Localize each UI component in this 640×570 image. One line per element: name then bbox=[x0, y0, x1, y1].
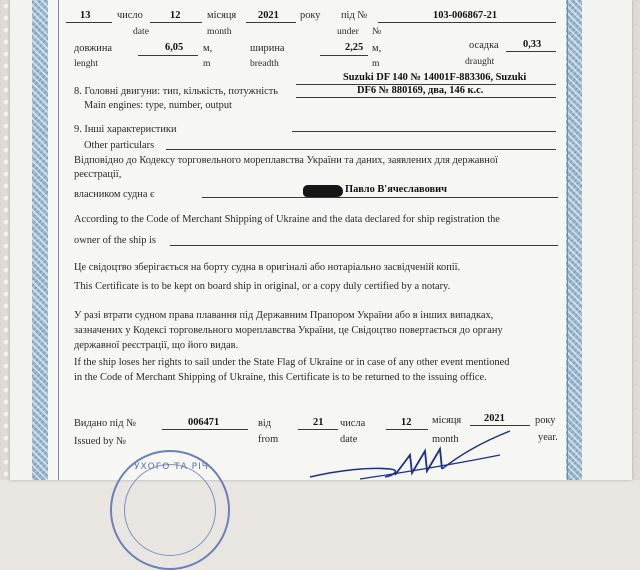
underline bbox=[138, 55, 198, 56]
keeping-en: This Certificate is to be kept on board ship in original, or a copy duly certified by a notary. bbox=[74, 281, 451, 292]
underline bbox=[170, 245, 558, 246]
issued-month-label-ua: місяця bbox=[432, 415, 462, 426]
reg-year: 2021 bbox=[258, 10, 279, 21]
engines-label-ua: 8. Головні двигуни: тип, кількість, потужність bbox=[74, 86, 279, 97]
signature-icon bbox=[300, 425, 540, 480]
keeping-ua: Це свідоцтво зберігається на борту судна в оригіналі або нотаріально засвідченій копії. bbox=[74, 262, 461, 273]
issued-day: 21 bbox=[313, 417, 324, 428]
reg-day: 13 bbox=[80, 10, 91, 21]
underline bbox=[292, 131, 556, 132]
owner-name: Павло В'ячеславович bbox=[345, 184, 447, 195]
underline bbox=[202, 197, 558, 198]
issued-from-ua: від bbox=[258, 418, 272, 429]
issued-number: 006471 bbox=[188, 417, 220, 428]
loss-ua-3: державної реєстрації, що його видав. bbox=[74, 340, 239, 351]
issued-year: 2021 bbox=[484, 413, 505, 424]
width-label-ua: ширина bbox=[250, 43, 285, 54]
issued-year-label-ua: року bbox=[535, 415, 556, 426]
length-label-ua: довжина bbox=[74, 43, 113, 54]
issued-month: 12 bbox=[401, 417, 412, 428]
redaction-mark bbox=[303, 185, 343, 197]
reg-number: 103-006867-21 bbox=[433, 10, 498, 21]
width-value: 2,25 bbox=[345, 42, 364, 53]
engines-value-line1: Suzuki DF 140 № 14001F-883306, Suzuki bbox=[343, 72, 527, 83]
width-label-en: breadth bbox=[250, 58, 279, 69]
length-unit-ua: м, bbox=[203, 43, 213, 54]
underline bbox=[246, 22, 296, 23]
underline bbox=[66, 22, 112, 23]
official-stamp bbox=[110, 450, 230, 570]
numero-sign: № bbox=[372, 26, 382, 37]
draught-label-ua: осадка bbox=[469, 40, 499, 51]
other-label-en: Other particulars bbox=[84, 140, 155, 151]
reg-month-label-en: month bbox=[207, 26, 232, 37]
loss-en-1: If the ship loses her rights to sail under the State Flag of Ukraine or in case of any other event mentioned bbox=[74, 357, 510, 368]
width-unit-ua: м, bbox=[372, 43, 382, 54]
ownership-text-en-2: owner of the ship is bbox=[74, 235, 156, 246]
underline bbox=[150, 22, 202, 23]
reg-under-label-ua: під № bbox=[341, 10, 368, 21]
reg-day-label-en: date bbox=[133, 26, 149, 37]
reg-month-label-ua: місяця bbox=[207, 10, 237, 21]
reg-year-label-ua: року bbox=[300, 10, 321, 21]
stamp-text: УХОГО ТА РІЧ bbox=[134, 462, 209, 472]
loss-ua-2: зазначених у Кодексі торговельного мореплавства України, це Свідоцтво повертається до органу bbox=[74, 325, 503, 336]
underline bbox=[320, 55, 368, 56]
loss-ua-1: У разі втрати судном права плавання під Державним Прапором України або в інших випадках, bbox=[74, 310, 494, 321]
underline bbox=[378, 22, 556, 23]
issued-day-label-ua: числа bbox=[340, 418, 366, 429]
underline bbox=[296, 97, 556, 98]
stamp-inner-ring bbox=[124, 464, 216, 556]
ownership-text-ua-1: Відповідно до Кодексу торговельного мореплавства України та даних, заявлених для державної bbox=[74, 155, 498, 166]
length-unit-en: m bbox=[203, 58, 211, 69]
issued-from-en: from bbox=[258, 434, 279, 445]
length-label-en: lenght bbox=[74, 58, 98, 69]
ownership-text-ua-2: реєстрації, bbox=[74, 169, 122, 180]
reg-month: 12 bbox=[170, 10, 181, 21]
width-unit-en: m bbox=[372, 58, 380, 69]
length-value: 6,05 bbox=[165, 42, 184, 53]
issued-label-en: Issued by № bbox=[74, 436, 127, 447]
engines-label-en: Main engines: type, number, output bbox=[84, 100, 232, 111]
underline bbox=[506, 51, 556, 52]
draught-label-en: draught bbox=[465, 56, 495, 67]
underline bbox=[162, 429, 248, 430]
other-label-ua: 9. Інші характеристики bbox=[74, 124, 177, 135]
issued-year-label-en: year. bbox=[538, 432, 558, 443]
reg-under-label-en: under bbox=[337, 26, 359, 37]
issued-month-label-en: month bbox=[432, 434, 459, 445]
underline bbox=[166, 149, 556, 150]
ownership-text-en-1: According to the Code of Merchant Shipping of Ukraine and the data declared for ship registration the bbox=[74, 214, 500, 225]
draught-value: 0,33 bbox=[523, 39, 542, 50]
owner-label-ua: власником судна є bbox=[74, 189, 155, 200]
issued-day-label-en: date bbox=[340, 434, 358, 445]
reg-day-label-ua: число bbox=[117, 10, 143, 21]
issued-label-ua: Видано під № bbox=[74, 418, 136, 429]
engines-value-line2: DF6 № 880169, два, 146 к.с. bbox=[357, 85, 484, 96]
loss-en-2: in the Code of Merchant Shipping of Ukraine, this Certificate is to be returned to the issuing office. bbox=[74, 372, 487, 383]
